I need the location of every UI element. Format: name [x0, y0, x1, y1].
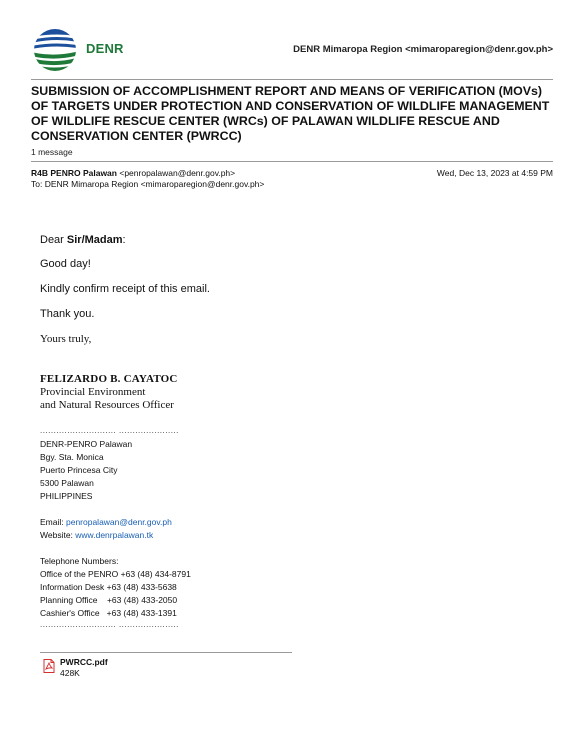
address-line-4: PHILIPPINES [40, 491, 93, 501]
signature-name: FELIZARDO B. CAYATOC [40, 373, 178, 385]
body-line-3: Thank you. [40, 308, 95, 320]
recipient-line: To: DENR Mimaropa Region <mimaroparegion@denr.gov.ph> [31, 179, 265, 189]
attachment-name[interactable]: PWRCC.pdf [60, 657, 108, 667]
account-email: DENR Mimaropa Region <mimaroparegion@denr.gov.ph> [293, 44, 553, 55]
sender-line [31, 168, 235, 178]
sender-email: <penropalawan@denr.gov.ph> [119, 168, 236, 178]
email-label: Email: [40, 517, 66, 527]
greeting-bold: Sir/Madam [66, 234, 123, 246]
greeting-prefix: Dear [40, 234, 67, 246]
closing: Yours truly, [40, 333, 92, 345]
sent-date: Wed, Dec 13, 2023 at 4:59 PM [436, 168, 553, 178]
email-link[interactable]: penropalawan@denr.gov.ph [65, 517, 172, 527]
phone-line-1: Office of the PENRO +63 (48) 434-8791 [40, 569, 191, 579]
print-header [31, 28, 553, 72]
body-line-2: Kindly confirm receipt of this email. [40, 283, 210, 295]
signature-dots-top: ............................ ...................... [40, 426, 179, 435]
header-divider [31, 79, 553, 80]
greeting [40, 234, 126, 246]
website-link[interactable]: www.denrpalawan.tk [75, 530, 154, 540]
website-label: Website: [40, 530, 76, 540]
pdf-file-icon [43, 659, 55, 673]
email-subject: SUBMISSION OF ACCOMPLISHMENT REPORT AND MEANS OF VERIFICATION (MOVs) OF TARGETS UNDER PROTECTION AND CONSERVATION OF WILDLIFE MANAGEMENT OF WILDLIFE RESCUE CENTER (WRCs) OF PALAWAN WILDLIFE RESCUE AND CONSERVATION CENTER (PWRCC) [31, 84, 550, 143]
greeting-suffix: : [122, 234, 126, 246]
phone-line-3: Planning Office +63 (48) 433-2050 [40, 595, 178, 605]
address-line-3: 5300 Palawan [40, 478, 94, 488]
address-line-1: Bgy. Sta. Monica [40, 452, 104, 462]
address-line-2: Puerto Princesa City [40, 465, 118, 475]
signature-title-2: and Natural Resources Officer [40, 399, 174, 411]
office-name: DENR-PENRO Palawan [40, 439, 133, 449]
signature-dots-bottom: ............................ ...................... [40, 620, 179, 629]
denr-logo-text: DENR [86, 41, 124, 56]
message-count: 1 message [31, 147, 73, 157]
phones-label: Telephone Numbers: [40, 556, 119, 566]
signature-title-1: Provincial Environment [40, 386, 146, 398]
phone-line-2: Information Desk +63 (48) 433-5638 [40, 582, 177, 592]
phone-line-4: Cashier's Office +63 (48) 433-1391 [40, 608, 177, 618]
email-line [40, 517, 172, 527]
attachment-size: 428K [60, 668, 80, 678]
subject-divider [31, 161, 553, 162]
sender-name: R4B PENRO Palawan [31, 168, 117, 178]
website-line [40, 530, 153, 540]
body-line-1: Good day! [40, 258, 91, 270]
denr-logo-icon [31, 28, 83, 72]
attachment-divider [40, 652, 292, 653]
